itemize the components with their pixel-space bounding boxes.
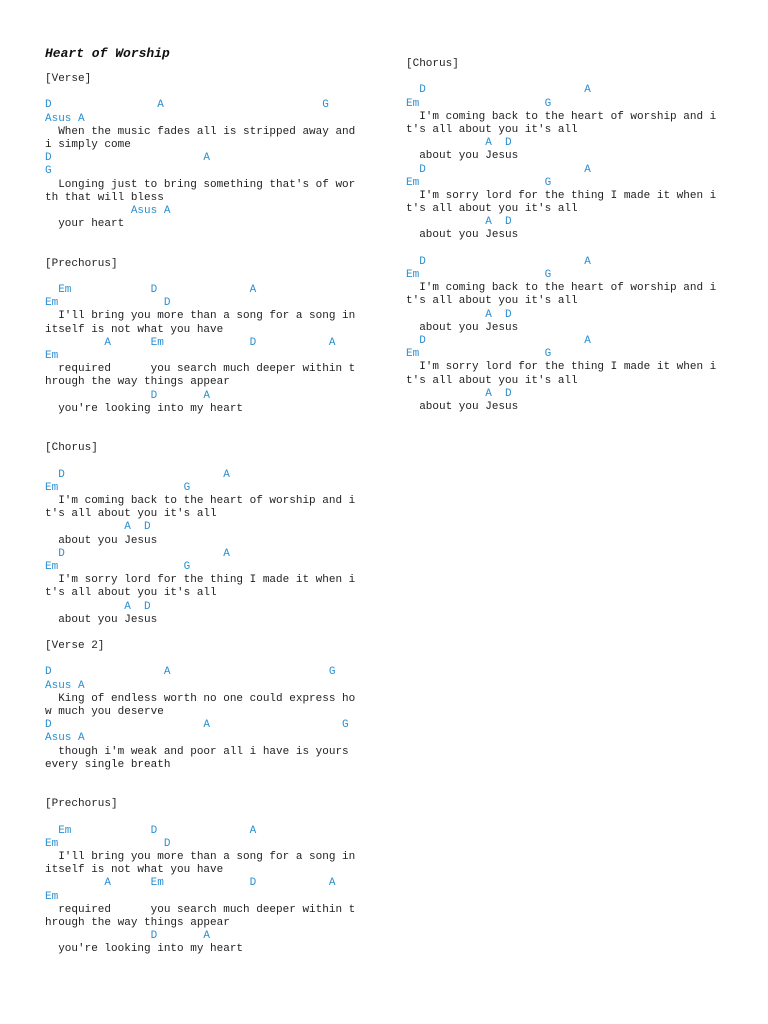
chord-line: A D xyxy=(406,216,512,229)
right-column xyxy=(406,58,736,414)
lyric-line: i simply come xyxy=(45,138,131,151)
chord-line: Em G xyxy=(45,481,191,494)
lyric-line: about you Jesus xyxy=(406,321,519,334)
lyric-line: w much you deserve xyxy=(45,706,164,718)
lyric-line: t's all about you it's all xyxy=(45,508,217,521)
chord-line: Em G xyxy=(406,97,552,110)
chord-line: A D xyxy=(406,308,512,321)
blank-line xyxy=(45,416,375,429)
chord-line: Asus A xyxy=(45,679,85,692)
lyric-line: about you Jesus xyxy=(406,150,519,163)
chord-line: D A xyxy=(45,547,230,560)
blank-line xyxy=(45,455,375,468)
section-label: [Chorus] xyxy=(406,58,459,70)
section-label: [Chorus] xyxy=(45,442,98,455)
chord-line: Asus A xyxy=(45,112,85,125)
section-label: [Prechorus] xyxy=(45,798,118,811)
lyric-line: I'm coming back to the heart of worship and i xyxy=(45,495,356,507)
chord-line: Em xyxy=(45,349,59,362)
chord-line: Em xyxy=(45,890,59,903)
chord-line: Em G xyxy=(406,348,552,361)
lyric-line: about you Jesus xyxy=(45,534,158,547)
lyric-line: hrough the way things appear xyxy=(45,917,230,929)
blank-line xyxy=(45,271,375,284)
section-label: [Verse] xyxy=(45,73,92,85)
blank-line xyxy=(406,243,736,256)
blank-line xyxy=(45,86,375,99)
chord-line: D A xyxy=(45,930,211,943)
blank-line xyxy=(45,812,375,825)
lyric-line: t's all about you it's all xyxy=(406,123,578,136)
chord-line: D A G xyxy=(45,99,329,112)
lyric-line: your heart xyxy=(45,218,125,231)
lyric-line: I'll bring you more than a song for a song in xyxy=(45,310,356,323)
chord-line: D A xyxy=(406,334,591,347)
lyric-line: about you Jesus xyxy=(406,400,519,413)
chord-line: A D xyxy=(45,521,151,534)
lyric-line: I'm sorry lord for the thing I made it when i xyxy=(406,361,717,374)
chord-line: D A xyxy=(406,163,591,176)
lyric-line: I'm sorry lord for the thing I made it when i xyxy=(45,574,356,587)
lyric-line: itself is not what you have xyxy=(45,864,224,877)
lyric-line: I'm sorry lord for the thing I made it when i xyxy=(406,189,717,202)
lyric-line: required you search much deeper within t xyxy=(45,903,356,916)
chord-line: Asus A xyxy=(45,204,171,217)
blank-line xyxy=(45,429,375,442)
lyric-line: I'm coming back to the heart of worship and i xyxy=(406,110,717,123)
lyric-line: about you Jesus xyxy=(406,229,519,242)
chord-line: Em G xyxy=(45,560,191,573)
blank-line xyxy=(45,785,375,798)
lyric-line: t's all about you it's all xyxy=(45,587,217,600)
lyric-line: you're looking into my heart xyxy=(45,943,244,956)
lyric-line: you're looking into my heart xyxy=(45,402,244,415)
chord-line: G xyxy=(45,165,52,178)
chord-line: Em D xyxy=(45,297,171,310)
blank-line xyxy=(45,244,375,257)
song-title: Heart of Worship xyxy=(45,46,170,61)
blank-line xyxy=(45,627,375,640)
chord-line: A D xyxy=(45,600,151,613)
section-label: [Prechorus] xyxy=(45,257,118,270)
chord-line: A Em D A xyxy=(45,877,336,890)
lyric-line: required you search much deeper within t xyxy=(45,363,356,376)
blank-line xyxy=(45,653,375,666)
lyric-line: King of endless worth no one could express ho xyxy=(45,692,356,705)
lyric-line: every single breath xyxy=(45,758,171,771)
chord-line: D A xyxy=(45,389,211,402)
lyric-line: though i'm weak and poor all i have is yours xyxy=(45,745,349,758)
chord-line: Em D xyxy=(45,837,171,850)
chord-line: D A G xyxy=(45,666,336,679)
chord-line: D A xyxy=(45,152,211,165)
chord-line: A Em D A xyxy=(45,336,336,349)
lyric-line: I'm coming back to the heart of worship and i xyxy=(406,282,717,295)
chord-line: D A G xyxy=(45,719,349,732)
chord-line: D A xyxy=(45,468,230,481)
lyric-line: When the music fades all is stripped away and xyxy=(45,125,356,138)
lyric-line: t's all about you it's all xyxy=(406,295,578,308)
lyric-line: t's all about you it's all xyxy=(406,374,578,387)
left-column xyxy=(45,45,375,957)
lyric-line: th that will bless xyxy=(45,191,164,204)
chord-line: Em G xyxy=(406,176,552,189)
chord-line: D A xyxy=(406,255,591,268)
lyric-line: Longing just to bring something that's of wor xyxy=(45,178,356,191)
lyric-line: I'll bring you more than a song for a song in xyxy=(45,851,356,864)
lyric-line: about you Jesus xyxy=(45,613,158,626)
chord-line: Em G xyxy=(406,269,552,281)
lyric-line: itself is not what you have xyxy=(45,323,224,336)
lyric-line: t's all about you it's all xyxy=(406,203,578,216)
chord-line: Em D A xyxy=(45,824,257,837)
blank-line xyxy=(45,231,375,244)
blank-line xyxy=(45,772,375,785)
chord-line: Em D A xyxy=(45,284,257,296)
chord-line: D A xyxy=(406,84,591,97)
blank-line xyxy=(406,71,736,84)
lyric-line: hrough the way things appear xyxy=(45,376,230,389)
section-label: [Verse 2] xyxy=(45,640,105,653)
chord-line: Asus A xyxy=(45,732,85,745)
chord-line: A D xyxy=(406,137,512,150)
chord-line: A D xyxy=(406,387,512,400)
